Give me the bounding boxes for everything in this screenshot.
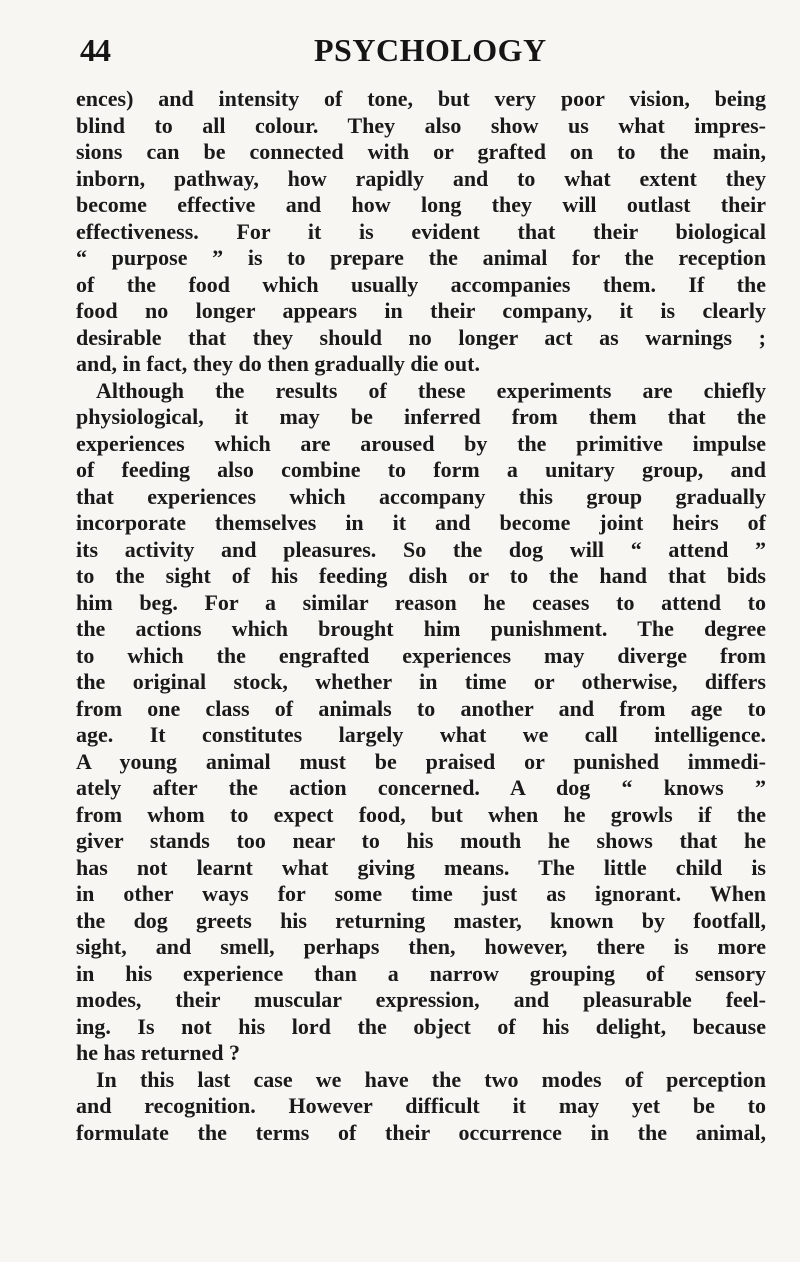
body-text <box>76 86 766 1146</box>
page-header <box>76 32 766 76</box>
text-line: become effective and how long they will outlast their <box>76 192 766 217</box>
paragraph-start-line: In this last case we have the two modes of perception <box>96 1066 766 1092</box>
text-line: desirable that they should no longer act as warnings ; <box>76 324 766 350</box>
text-line: in his experience than a narrow grouping of sensory <box>76 960 766 986</box>
text-line: ences) and intensity of tone, but very poor vision, being <box>76 86 766 111</box>
text-line: ately after the action concerned. A dog “ knows ” <box>76 775 766 800</box>
paragraph-end-line: he has returned ? <box>76 1040 240 1065</box>
text-line: to the sight of his feeding dish or to the hand that bids <box>76 563 766 588</box>
text-line: experiences which are aroused by the primitive impulse <box>76 430 766 456</box>
text-line: incorporate themselves in it and become joint heirs of <box>76 510 766 535</box>
text-line: formulate the terms of their occurrence in the animal, <box>76 1119 766 1145</box>
text-line: in other ways for some time just as ignorant. When <box>76 881 766 906</box>
text-line: sions can be connected with or grafted on to the main, <box>76 139 766 164</box>
text-line: age. It constitutes largely what we call intelligence. <box>76 722 766 747</box>
text-line: inborn, pathway, how rapidly and to what extent they <box>76 165 766 191</box>
text-line: physiological, it may be inferred from them that the <box>76 404 766 429</box>
text-line: food no longer appears in their company, it is clearly <box>76 298 766 323</box>
paragraph-end-line: and, in fact, they do then gradually die out. <box>76 351 480 376</box>
text-line: from whom to expect food, but when he growls if the <box>76 801 766 827</box>
text-line: effectiveness. For it is evident that their biological <box>76 218 766 244</box>
text-line: has not learnt what giving means. The little child is <box>76 854 766 880</box>
text-line: its activity and pleasures. So the dog will “ attend ” <box>76 536 766 562</box>
text-line: the original stock, whether in time or otherwise, differs <box>76 669 766 694</box>
text-line: of the food which usually accompanies them. If the <box>76 271 766 297</box>
paragraph-start-line: Although the results of these experiments are chiefly <box>96 377 766 403</box>
text-line: the actions which brought him punishment. The degree <box>76 616 766 641</box>
text-line: from one class of animals to another and from age to <box>76 695 766 721</box>
page-number: 44 <box>80 32 110 68</box>
text-line: of feeding also combine to form a unitary group, and <box>76 457 766 482</box>
text-line: giver stands too near to his mouth he shows that he <box>76 828 766 853</box>
text-line: blind to all colour. They also show us what impres- <box>76 112 766 138</box>
text-line: him beg. For a similar reason he ceases to attend to <box>76 589 766 615</box>
text-line: A young animal must be praised or punished immedi- <box>76 748 766 774</box>
text-line: that experiences which accompany this group gradually <box>76 483 766 509</box>
text-line: modes, their muscular expression, and pleasurable feel- <box>76 987 766 1012</box>
text-line: and recognition. However difficult it may yet be to <box>76 1093 766 1118</box>
text-line: to which the engrafted experiences may diverge from <box>76 642 766 668</box>
text-line: ing. Is not his lord the object of his delight, because <box>76 1013 766 1039</box>
text-line: sight, and smell, perhaps then, however, there is more <box>76 934 766 959</box>
text-line: “ purpose ” is to prepare the animal for the reception <box>76 245 766 270</box>
running-title: PSYCHOLOGY <box>314 32 547 68</box>
text-line: the dog greets his returning master, known by footfall, <box>76 907 766 933</box>
